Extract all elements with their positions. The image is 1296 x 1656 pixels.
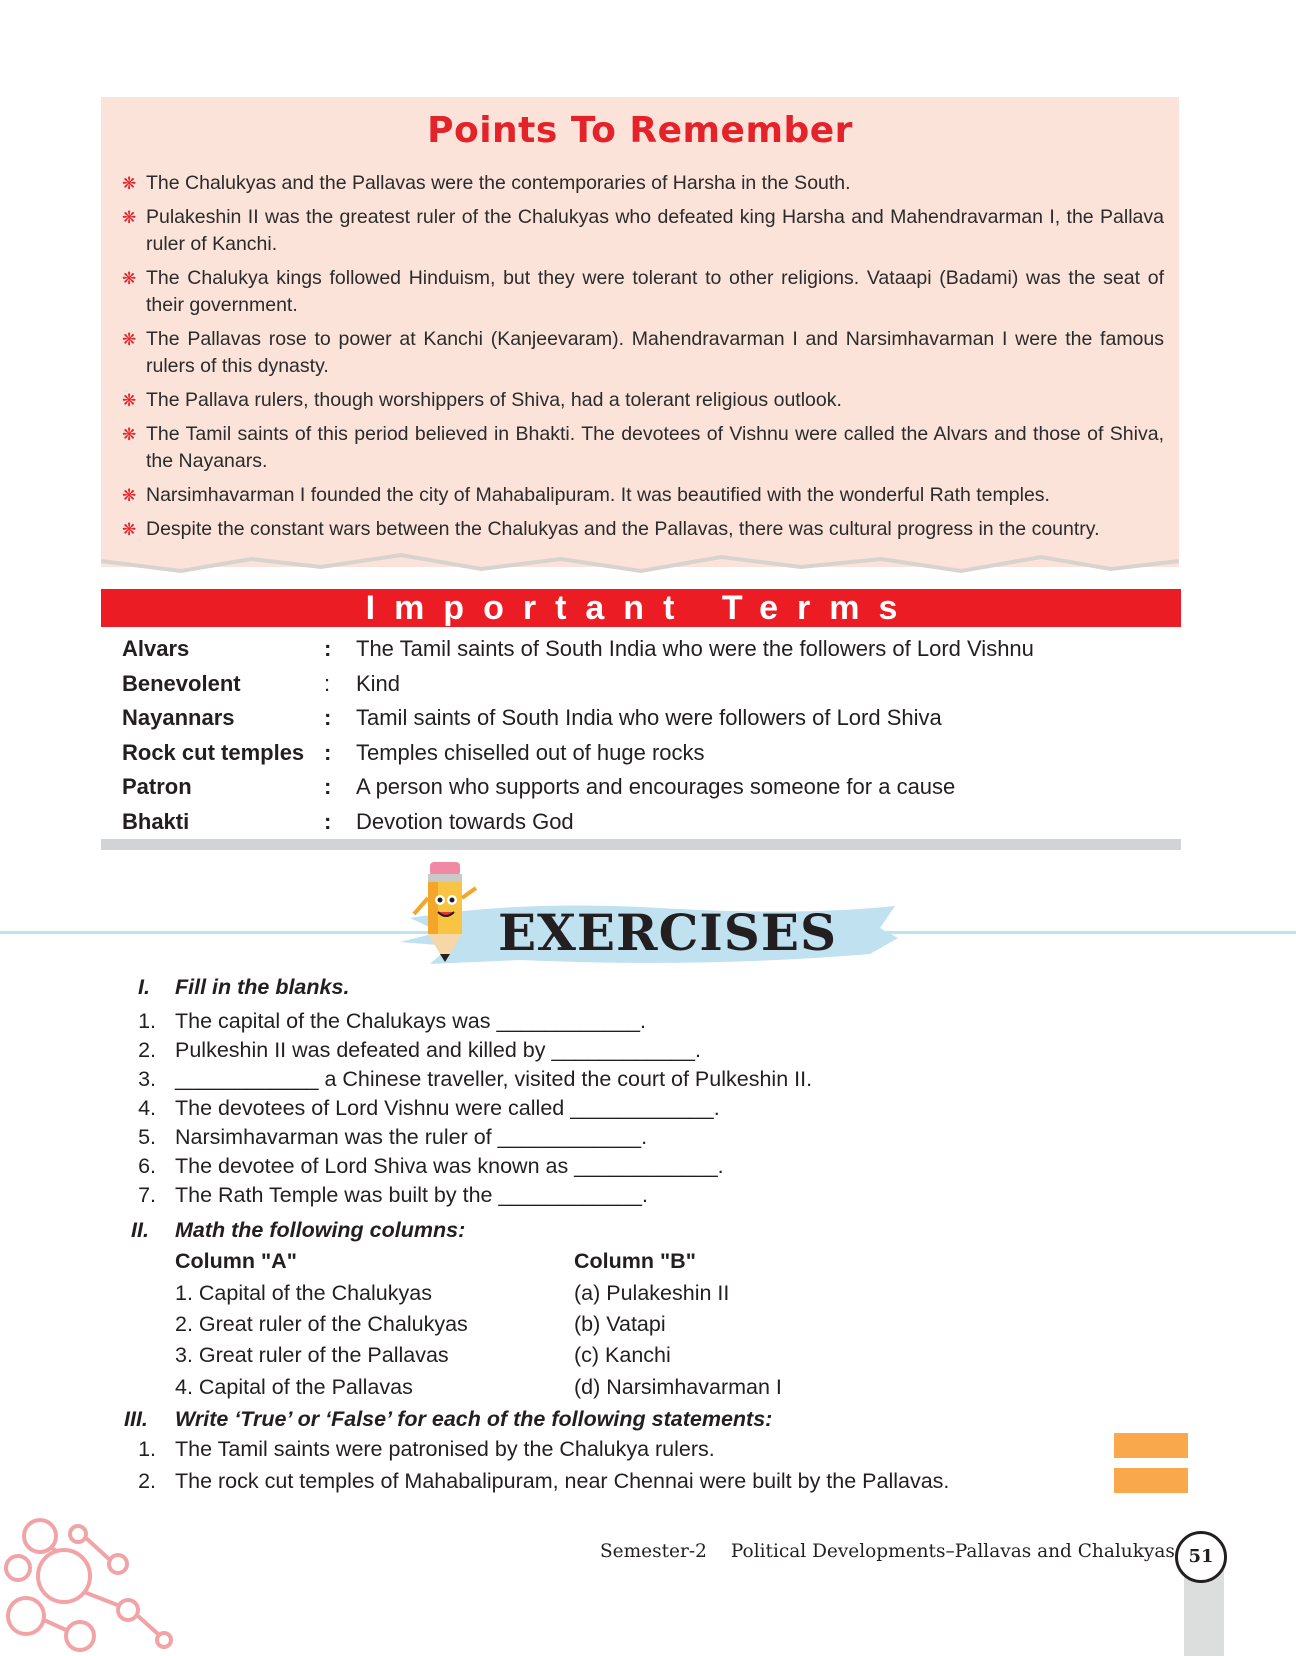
list-item: ❋ The Chalukya kings followed Hinduism, but they were tolerant to other religions. Vataapi (Badami) was the seat of their government. — [122, 267, 1164, 316]
question-number: 7. — [138, 1183, 156, 1207]
column-a-item: 2. Great ruler of the Chalukyas — [175, 1312, 468, 1336]
list-item: ❋ Despite the constant wars between the Chalukyas and the Pallavas, there was cultural progress in the country. — [122, 516, 1164, 543]
footer-text — [600, 1541, 1175, 1562]
section-heading: Fill in the blanks. — [175, 975, 350, 999]
term-definition: Kind — [356, 670, 401, 696]
question-number: 4. — [138, 1096, 156, 1120]
question-number: 5. — [138, 1125, 156, 1149]
list-item: ❋ The Tamil saints of this period believed in Bhakti. The devotees of Vishnu were called the Alvars and those of Shiva, the Nayanars. — [122, 423, 1164, 472]
column-a-header: Column "A" — [175, 1249, 297, 1273]
column-b-item: (a) Pulakeshin II — [574, 1281, 730, 1305]
term-definition: Tamil saints of South India who were followers of Lord Shiva — [356, 705, 942, 730]
pencil-mascot-icon — [410, 858, 480, 966]
question-number: 2. — [138, 1038, 156, 1062]
page-number: 51 — [1175, 1531, 1227, 1583]
term-definition: Devotion towards God — [356, 808, 574, 834]
section-number: III. — [124, 1407, 148, 1431]
question-text: Narsimhavarman was the ruler of ____________. — [175, 1125, 648, 1149]
term: Nayannars — [122, 705, 235, 730]
column-a-item: 4. Capital of the Pallavas — [175, 1375, 413, 1399]
term: Benevolent — [122, 670, 241, 696]
term-row — [122, 667, 1172, 702]
term-row — [122, 632, 1172, 667]
circles-decoration — [0, 1512, 180, 1656]
question-text: The rock cut temples of Mahabalipuram, near Chennai were built by the Pallavas. — [175, 1469, 950, 1493]
flower-bullet-icon: ❋ — [122, 330, 137, 349]
question-text: The Rath Temple was built by the ____________. — [175, 1183, 648, 1207]
column-b-header: Column "B" — [574, 1249, 696, 1273]
flower-bullet-icon: ❋ — [122, 425, 137, 444]
section-number: I. — [138, 975, 150, 999]
list-item: ❋ Pulakeshin II was the greatest ruler of the Chalukyas who defeated king Harsha and Mahendravarman I, the Pallava ruler of Kanchi. — [122, 206, 1164, 255]
list-item: ❋ The Pallavas rose to power at Kanchi (Kanjeevaram). Mahendravarman I and Narsimhavarman I were the famous rulers of this dynasty. — [122, 328, 1164, 377]
flower-bullet-icon: ❋ — [122, 391, 137, 410]
term-colon: : — [324, 808, 332, 834]
list-item: ❋ The Chalukyas and the Pallavas were the contemporaries of Harsha in the South. — [122, 170, 1164, 197]
torn-paper-edge — [101, 547, 1179, 587]
term: Bhakti — [122, 808, 190, 834]
term-colon: : — [324, 774, 332, 799]
question-text: Pulkeshin II was defeated and killed by ____________. — [175, 1038, 701, 1062]
question-text: The devotees of Lord Vishnu were called ____________. — [175, 1096, 720, 1120]
term: Patron — [122, 774, 192, 799]
section-heading: Write ‘True’ or ‘False’ for each of the following statements: — [175, 1407, 773, 1431]
footer-semester: Semester-2 — [600, 1541, 707, 1562]
term-row — [122, 770, 1172, 805]
list-item: ❋ The Pallava rulers, though worshippers of Shiva, had a tolerant religious outlook. — [122, 387, 1164, 414]
column-b-item: (c) Kanchi — [574, 1343, 671, 1367]
flower-bullet-icon: ❋ — [122, 208, 137, 227]
term: Alvars — [122, 636, 190, 661]
question-text: The Tamil saints were patronised by the Chalukya rulers. — [175, 1437, 715, 1461]
section-heading: Math the following columns: — [175, 1218, 466, 1242]
answer-box[interactable] — [1114, 1468, 1188, 1493]
term-row — [122, 805, 1172, 840]
flower-bullet-icon: ❋ — [122, 520, 137, 539]
term-definition: The Tamil saints of South India who were the followers of Lord Vishnu — [356, 636, 1034, 661]
question-number: 3. — [138, 1067, 156, 1091]
flower-bullet-icon: ❋ — [122, 269, 137, 288]
column-b-item: (d) Narsimhavarman I — [574, 1375, 782, 1399]
important-terms-header: Important Terms — [101, 589, 1181, 627]
exercises-title: EXERCISES — [498, 903, 838, 962]
flower-bullet-icon: ❋ — [122, 486, 137, 505]
term-colon: : — [324, 670, 331, 696]
terms-table — [122, 632, 1172, 839]
question-number: 1. — [138, 1437, 156, 1461]
divider — [101, 839, 1181, 850]
points-list — [122, 170, 1164, 550]
answer-box[interactable] — [1114, 1433, 1188, 1458]
points-to-remember-title: Points To Remember — [427, 110, 853, 151]
term-colon: : — [324, 636, 332, 661]
term-row — [122, 701, 1172, 736]
question-text: The devotee of Lord Shiva was known as ____________. — [175, 1154, 724, 1178]
flower-bullet-icon: ❋ — [122, 174, 137, 193]
column-b-item: (b) Vatapi — [574, 1312, 666, 1336]
column-a-item: 3. Great ruler of the Pallavas — [175, 1343, 449, 1367]
column-a-item: 1. Capital of the Chalukyas — [175, 1281, 432, 1305]
question-text: The capital of the Chalukays was ____________. — [175, 1009, 646, 1033]
question-number: 2. — [138, 1469, 156, 1493]
term-colon: : — [324, 705, 332, 730]
footer-chapter: Political Developments–Pallavas and Chalukyas — [730, 1541, 1175, 1562]
section-number: II. — [131, 1218, 149, 1242]
term: Rock cut temples — [122, 739, 305, 765]
term-definition: Temples chiselled out of huge rocks — [356, 739, 705, 765]
question-text: ____________ a Chinese traveller, visited the court of Pulkeshin II. — [175, 1067, 813, 1091]
term-colon: : — [324, 739, 332, 765]
term-row — [122, 736, 1172, 771]
question-number: 6. — [138, 1154, 156, 1178]
list-item: ❋ Narsimhavarman I founded the city of Mahabalipuram. It was beautified with the wonderful Rath temples. — [122, 482, 1164, 509]
question-number: 1. — [138, 1009, 156, 1033]
term-definition: A person who supports and encourages someone for a cause — [356, 774, 956, 799]
